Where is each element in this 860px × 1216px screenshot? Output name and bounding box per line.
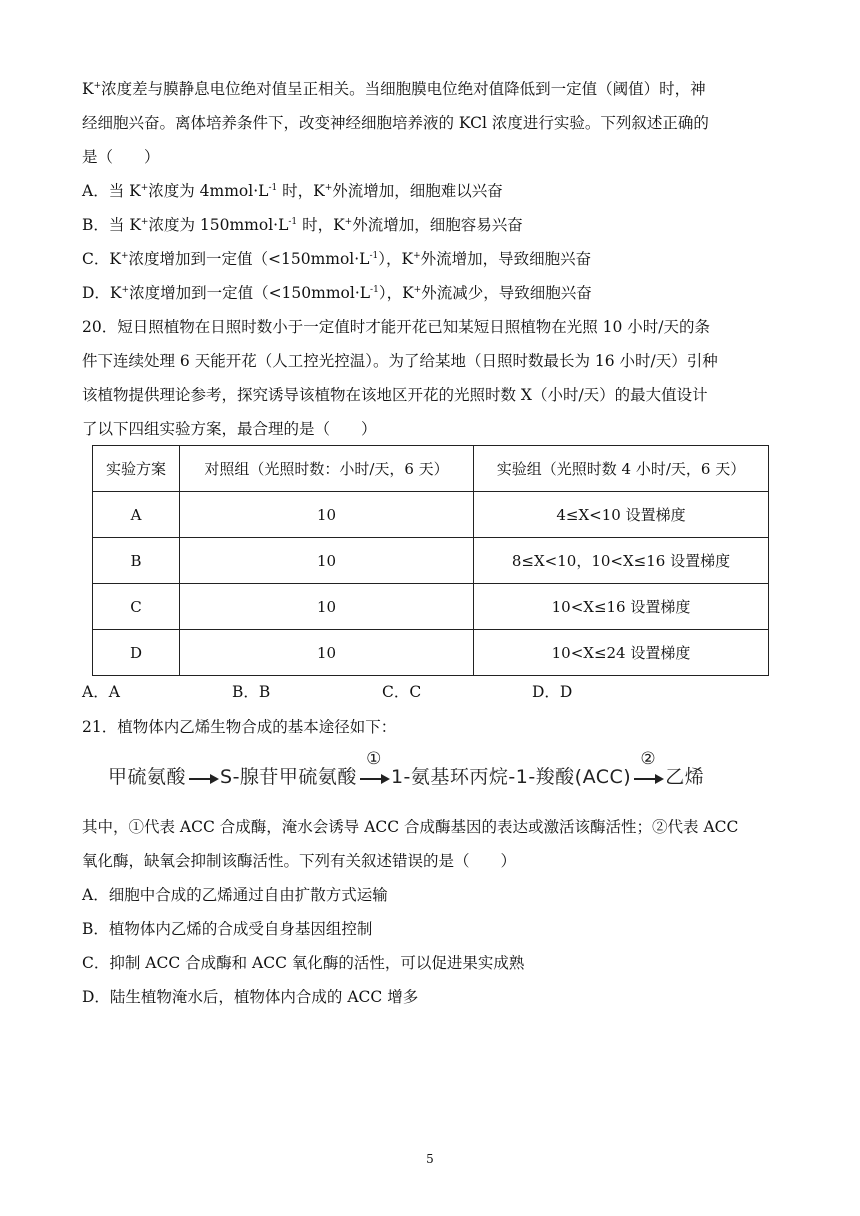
table-row [93,538,769,584]
table-cell: 10<X≤16 设置梯度 [474,584,769,630]
text: 浓度增加到一定值（<150mmol·L [129,284,371,302]
q19-stem-line-2: 经细胞兴奋。离体培养条件下，改变神经细胞培养液的 KCl 浓度进行实验。下列叙述正确的 [82,114,709,132]
text: B．当 K [82,216,141,234]
table-cell: D [93,630,180,676]
text: 时，K [297,216,345,234]
text: 外流增加，细胞容易兴奋 [352,216,523,234]
superscript: + [344,216,353,227]
page-number: 5 [426,1152,434,1166]
superscript: + [324,182,333,193]
superscript: -1 [369,250,379,261]
table-cell: 10 [180,538,474,584]
pathway-step: 乙烯 [665,766,705,788]
q20-stem-line-2: 件下连续处理 6 天能开花（人工控光控温）。为了给某地（日照时数最长为 16 小时/天）引种 [82,352,718,370]
superscript: + [93,80,102,91]
table-header-cell: 对照组（光照时数：小时/天，6 天） [180,446,474,492]
table-header-row [93,446,769,492]
pathway-step: 甲硫氨酸 [108,766,187,788]
superscript: + [413,250,421,261]
q19-option-b [82,214,523,236]
pathway-step: 1-氨基环丙烷-1-羧酸(ACC) [390,766,632,788]
superscript: + [140,216,149,227]
text: 浓度差与膜静息电位绝对值呈正相关。当细胞膜电位绝对值降低到一定值（阈值）时，神 [101,80,706,98]
q21-option-a: A．细胞中合成的乙烯通过自由扩散方式运输 [82,886,388,904]
text: 外流增加，细胞难以兴奋 [332,182,503,200]
q20-stem-line-1: 20．短日照植物在日照时数小于一定值时才能开花已知某短日照植物在光照 10 小时/天的条 [82,318,711,336]
superscript: + [121,284,130,295]
q21-option-b: B．植物体内乙烯的合成受自身基因组控制 [82,920,373,938]
arrow-icon [360,749,388,780]
table-cell: 10 [180,630,474,676]
q20-option-c: C．C [382,683,422,701]
q20-option-a: A．A [82,683,120,701]
q21-stem-line-3: 氧化酶，缺氧会抑制该酶活性。下列有关叙述错误的是（ ） [82,852,517,870]
q20-option-d: D．D [532,683,573,701]
table-cell: C [93,584,180,630]
q20-option-b: B．B [232,683,271,701]
text: ），K [378,250,414,268]
table-cell: B [93,538,180,584]
q21-option-c: C．抑制 ACC 合成酶和 ACC 氧化酶的活性，可以促进果实成熟 [82,954,525,972]
ethylene-pathway-diagram [108,749,705,789]
text: 浓度增加到一定值（<150mmol·L [128,250,370,268]
superscript: + [120,250,129,261]
q19-option-c [82,248,591,270]
table-header-cell: 实验方案 [93,446,180,492]
text: 外流减少，导致细胞兴奋 [421,284,592,302]
q19-stem-line-1 [82,78,706,100]
table-header-cell: 实验组（光照时数 4 小时/天，6 天） [474,446,769,492]
arrow-icon [634,749,662,780]
text: K [82,80,94,98]
text: 外流增加，导致细胞兴奋 [420,250,592,268]
table-row [93,630,769,676]
table-row [93,492,769,538]
text: A．当 K [82,182,141,200]
text: C．K [82,250,121,268]
superscript: + [413,284,422,295]
table-cell: 10<X≤24 设置梯度 [474,630,769,676]
superscript: + [140,182,149,193]
text: D．K [82,284,122,302]
text: 时，K [277,182,325,200]
q19-stem-line-3: 是（ ） [82,148,160,166]
arrow-icon [189,775,217,780]
text: 浓度为 150mmol·L [148,216,289,234]
text: ），K [378,284,414,302]
table-cell: A [93,492,180,538]
superscript: -1 [288,216,298,227]
superscript: -1 [370,284,379,295]
q20-stem-line-4: 了以下四组实验方案，最合理的是（ ） [82,420,377,438]
pathway-step: S-腺苷甲硫氨酸 [220,766,357,788]
q21-stem-line-1: 21．植物体内乙烯生物合成的基本途径如下： [82,718,397,736]
superscript: -1 [268,182,278,193]
q19-option-a [82,180,503,202]
table-cell: 10 [180,492,474,538]
q21-option-d: D．陆生植物淹水后，植物体内合成的 ACC 增多 [82,988,419,1006]
enzyme-mark: ② [640,749,657,769]
table-cell: 10 [180,584,474,630]
table-cell: 8≤X<10，10<X≤16 设置梯度 [474,538,769,584]
q20-stem-line-3: 该植物提供理论参考，探究诱导该植物在该地区开花的光照时数 X（小时/天）的最大值设计 [82,386,708,404]
experiment-table [92,445,769,676]
q21-stem-line-2: 其中，①代表 ACC 合成酶，淹水会诱导 ACC 合成酶基因的表达或激活该酶活性；②代表 ACC [82,818,739,836]
q19-option-d [82,282,592,304]
enzyme-mark: ① [366,749,382,769]
text: 浓度为 4mmol·L [148,182,269,200]
table-cell: 4≤X<10 设置梯度 [474,492,769,538]
table-row [93,584,769,630]
